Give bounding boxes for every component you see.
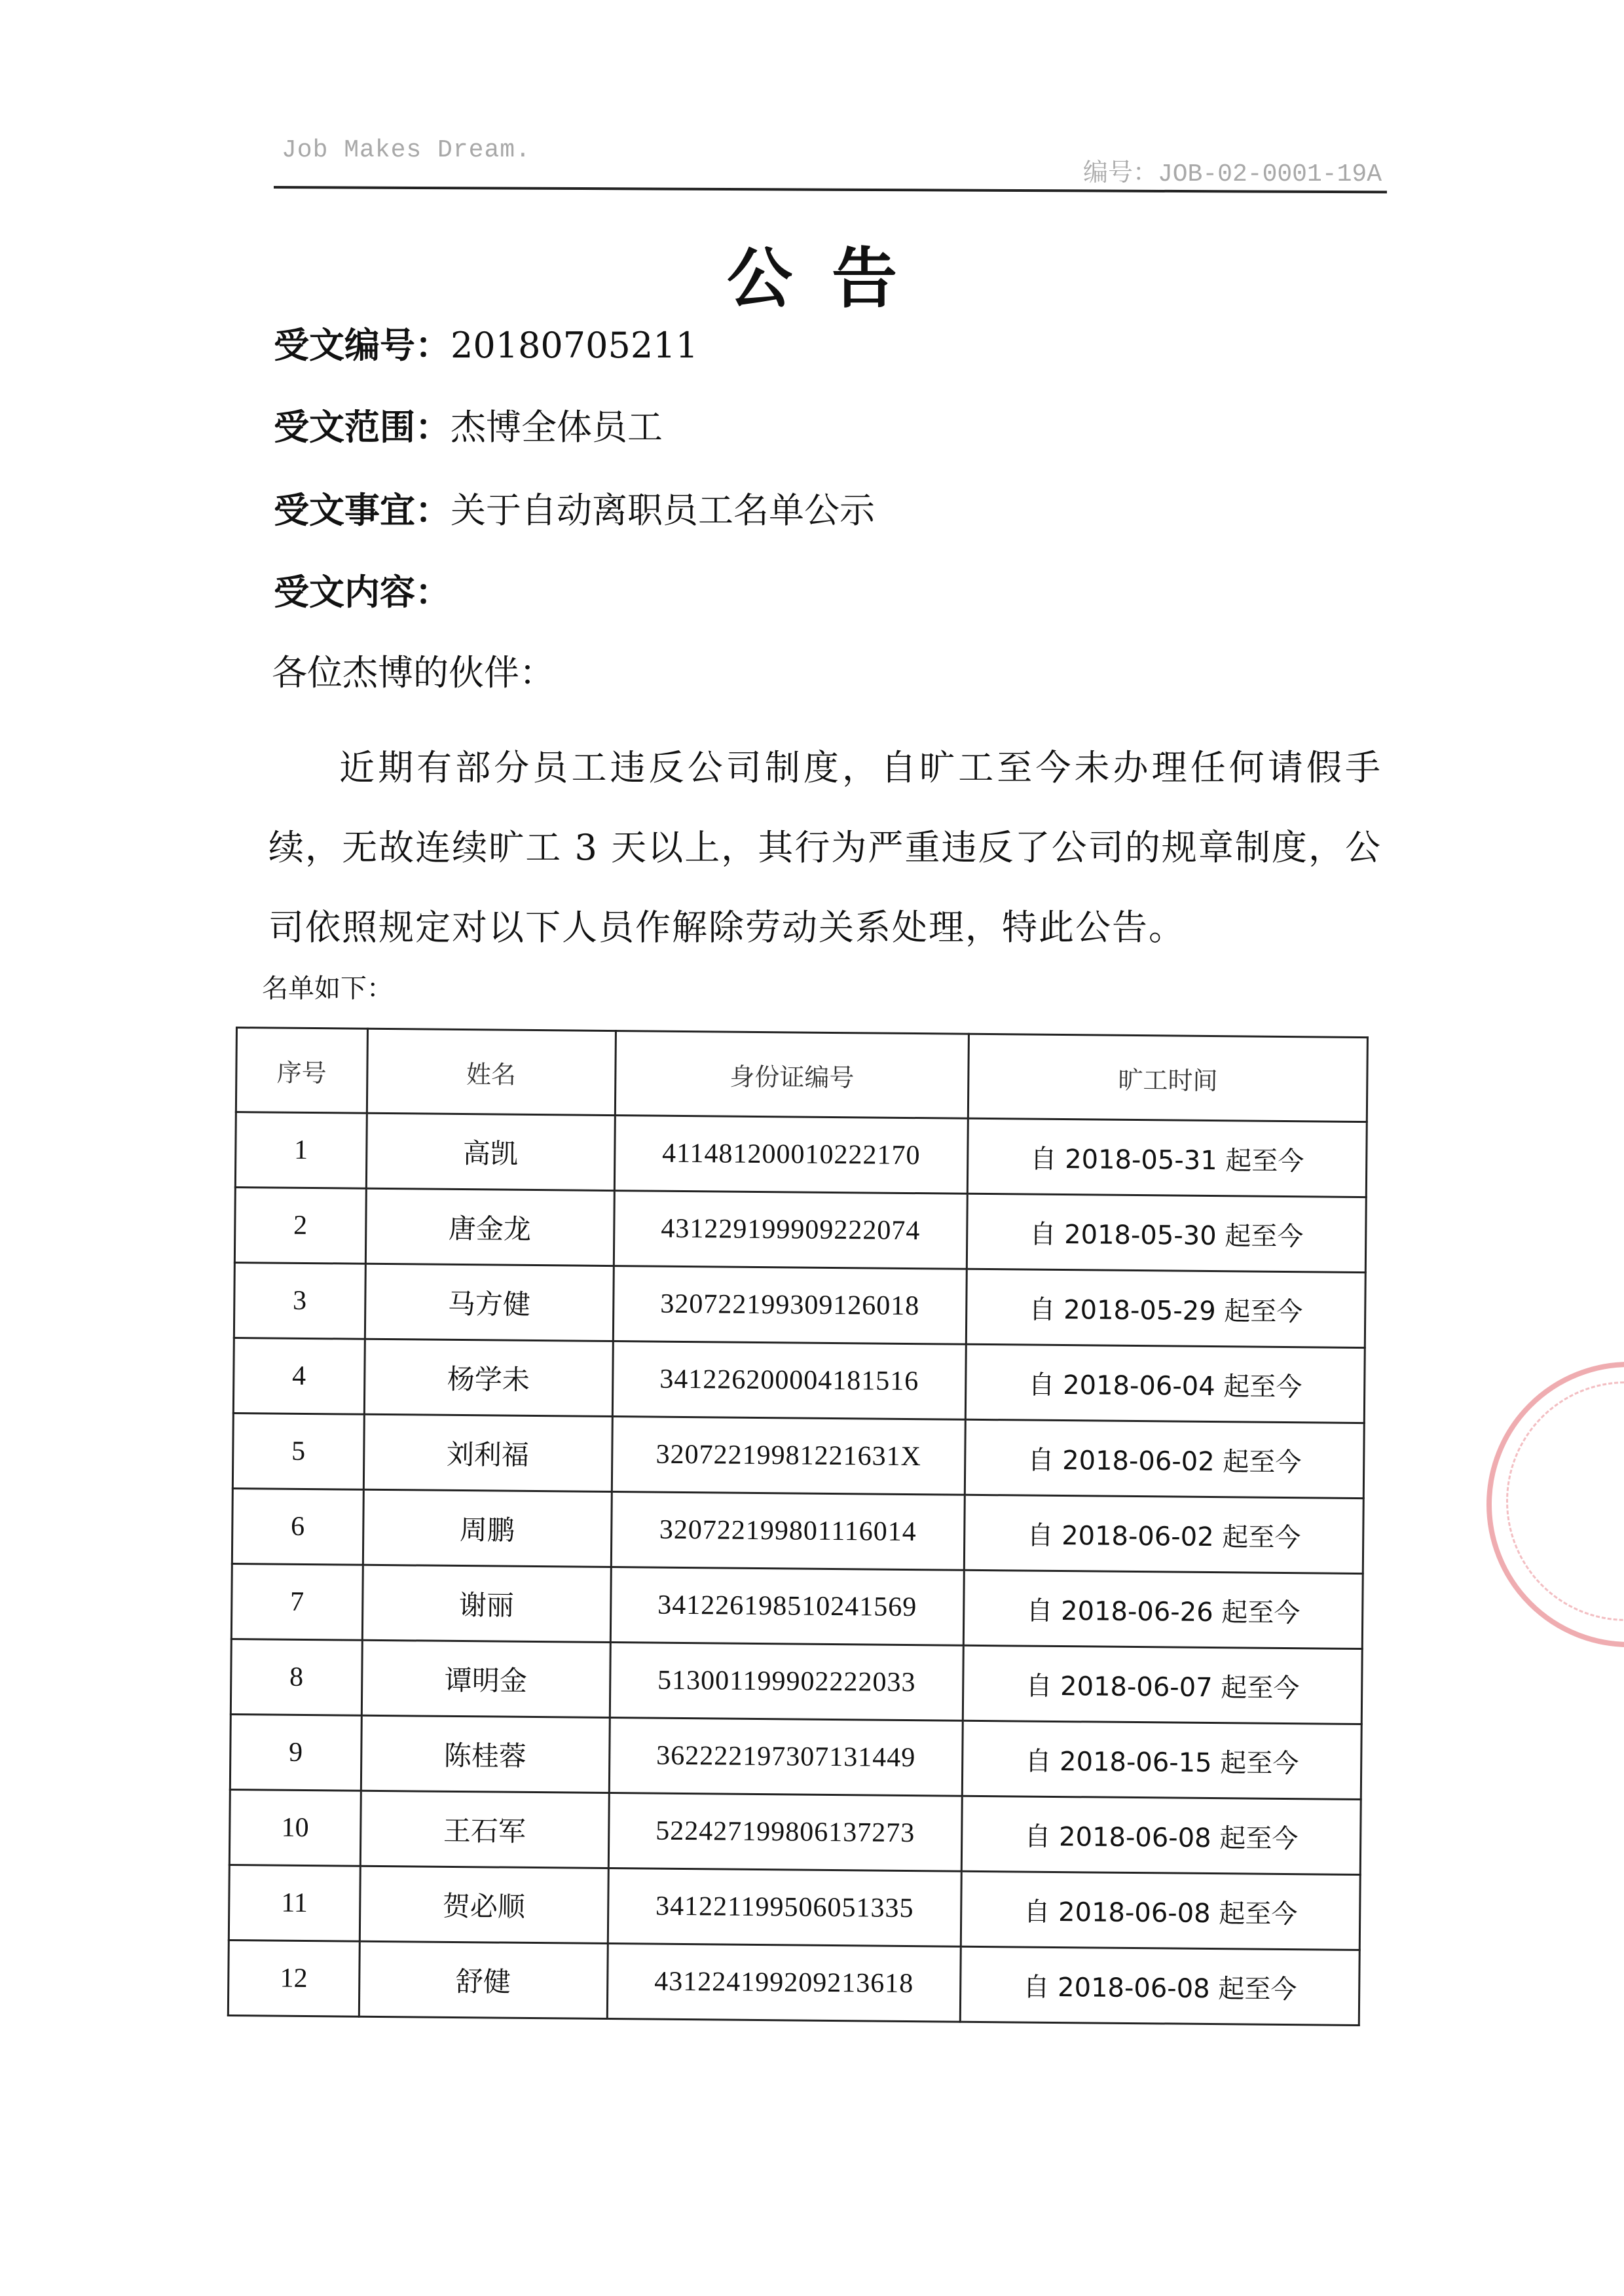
table-row [231, 1639, 1362, 1724]
table-row [235, 1112, 1367, 1197]
row-index: 10 [229, 1789, 361, 1866]
meta-label: 受文范围： [274, 407, 451, 448]
meta-label: 受文编号： [274, 325, 451, 366]
row-id: 431224199209213618 [607, 1944, 961, 2022]
table-row [232, 1413, 1364, 1498]
table-row [229, 1865, 1360, 1950]
row-name: 周鹏 [363, 1489, 612, 1567]
row-name: 谢丽 [362, 1565, 611, 1642]
row-absence: 自 2018-06-08 起至今 [962, 1796, 1361, 1874]
notice-paragraph: 近期有部分员工违反公司制度，自旷工至今未办理任何请假手续，无故连续旷工 3 天以上，其行为严重违反了公司的规章制度，公司依照规定对以下人员作解除劳动关系处理，特此公告。 [268, 747, 1382, 948]
row-absence: 自 2018-05-31 起至今 [968, 1118, 1367, 1197]
row-name: 马方健 [365, 1264, 614, 1341]
meta-label: 受文内容： [274, 572, 451, 613]
employee-table [227, 1027, 1369, 2026]
table-row [228, 1940, 1359, 2025]
row-id: 320722199801116014 [611, 1492, 965, 1571]
row-index: 3 [234, 1262, 365, 1339]
row-id: 32072219981221631X [612, 1417, 966, 1495]
meta-value: 杰博全体员工 [451, 407, 663, 448]
row-name: 舒健 [359, 1941, 608, 2018]
row-absence: 自 2018-06-08 起至今 [961, 1946, 1360, 2025]
row-index: 5 [232, 1413, 364, 1489]
page-title: 公告 [727, 240, 936, 317]
meta-subject [274, 483, 875, 533]
row-id: 513001199902222033 [610, 1643, 964, 1721]
meta-content [274, 564, 451, 615]
row-absence: 自 2018-06-02 起至今 [965, 1419, 1365, 1498]
row-absence: 自 2018-06-08 起至今 [961, 1871, 1361, 1950]
table-row [229, 1789, 1361, 1874]
greeting: 各位杰博的伙伴： [272, 652, 555, 693]
row-id: 320722199309126018 [613, 1266, 967, 1345]
col-header-index: 序号 [236, 1028, 367, 1114]
row-index: 9 [230, 1714, 361, 1791]
row-index: 1 [235, 1112, 367, 1189]
row-name: 贺必顺 [360, 1866, 608, 1943]
row-name: 唐金龙 [365, 1188, 614, 1266]
row-absence: 自 2018-06-15 起至今 [963, 1721, 1362, 1799]
table-header-row [236, 1028, 1367, 1122]
row-index: 12 [228, 1940, 360, 2016]
row-index: 6 [232, 1488, 363, 1565]
row-id: 522427199806137273 [608, 1793, 963, 1872]
meta-value: 20180705211 [451, 325, 698, 366]
row-id: 341221199506051335 [608, 1868, 962, 1947]
table-row [231, 1563, 1363, 1649]
table-row [234, 1188, 1366, 1273]
row-index: 4 [233, 1338, 365, 1414]
row-name: 刘利福 [363, 1414, 612, 1491]
row-id: 362222197307131449 [609, 1718, 963, 1796]
row-index: 2 [234, 1188, 366, 1264]
meta-value: 关于自动离职员工名单公示 [451, 490, 875, 531]
row-absence: 自 2018-06-07 起至今 [963, 1645, 1363, 1724]
meta-scope [274, 399, 663, 450]
table-row [230, 1714, 1361, 1799]
col-header-id: 身份证编号 [615, 1031, 969, 1119]
row-id: 341226200004181516 [612, 1341, 967, 1420]
row-absence: 自 2018-05-30 起至今 [967, 1194, 1367, 1272]
row-id: 411481200010222170 [614, 1116, 969, 1194]
document-number: 编号：JOB-02-0001-19A [1082, 160, 1382, 189]
row-index: 8 [231, 1639, 362, 1715]
row-id: 431229199909222074 [614, 1191, 968, 1269]
meta-label: 受文事宜： [274, 490, 451, 531]
row-index: 7 [231, 1563, 363, 1640]
header-slogan: Job Makes Dream. [282, 136, 531, 164]
row-index: 11 [229, 1865, 360, 1941]
row-id: 341226198510241569 [610, 1567, 965, 1646]
meta-doc-number [274, 318, 698, 368]
col-header-absence: 旷工时间 [969, 1034, 1368, 1121]
row-absence: 自 2018-05-29 起至今 [967, 1269, 1366, 1347]
row-name: 谭明金 [361, 1640, 610, 1717]
col-header-name: 姓名 [367, 1029, 616, 1115]
table-row [232, 1488, 1363, 1573]
row-name: 王石军 [360, 1791, 609, 1868]
row-absence: 自 2018-06-04 起至今 [966, 1344, 1365, 1423]
row-absence: 自 2018-06-02 起至今 [965, 1495, 1364, 1573]
table-row [234, 1262, 1365, 1347]
table-row [233, 1338, 1365, 1423]
row-name: 高凯 [366, 1113, 615, 1190]
row-name: 陈桂蓉 [361, 1715, 610, 1793]
row-absence: 自 2018-06-26 起至今 [964, 1570, 1363, 1649]
list-title: 名单如下： [262, 974, 393, 1004]
row-name: 杨学未 [364, 1339, 613, 1416]
